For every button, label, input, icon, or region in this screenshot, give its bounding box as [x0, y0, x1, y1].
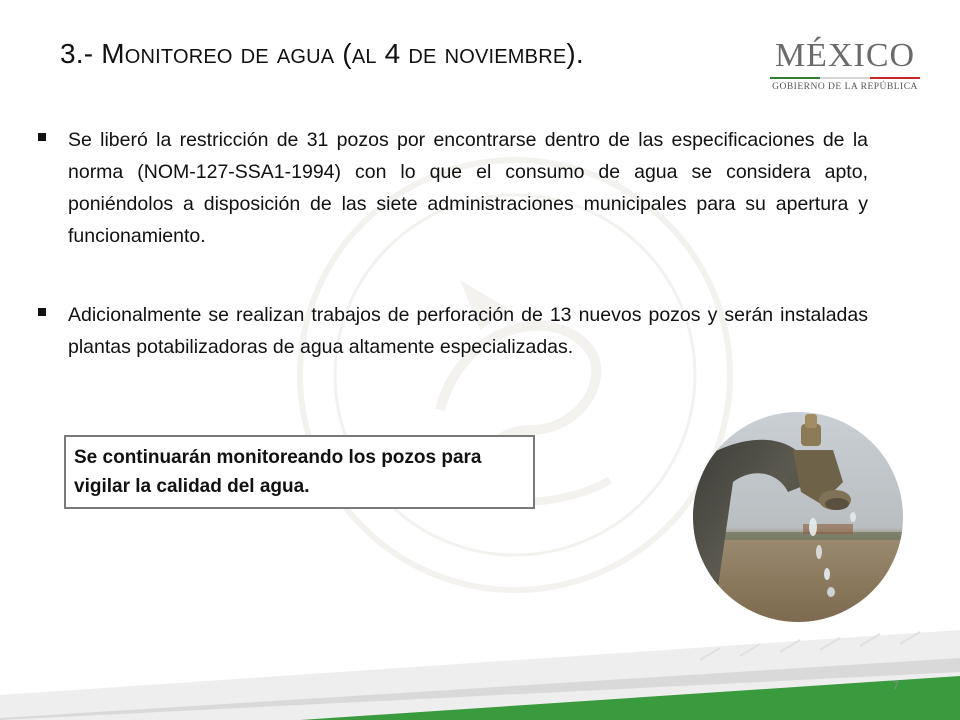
square-bullet-icon [38, 308, 46, 316]
page-number: 7 [893, 680, 900, 692]
slide-title: 3.- Monitoreo de agua (al 4 de noviembre). [60, 38, 584, 69]
logo-subtitle: GOBIERNO DE LA REPÚBLICA [772, 82, 918, 92]
logo-bar-red [870, 77, 920, 79]
bullet-item [38, 299, 868, 363]
bullet-text: Adicionalmente se realizan trabajos de perforación de 13 nuevos pozos y serán instaladas plantas potabilizadoras de agua altamente especializadas. [68, 304, 868, 358]
logo-bar-white [820, 77, 870, 79]
logo-name: MÉXICO [774, 37, 916, 74]
logo-bar-green [770, 77, 820, 79]
green-stripe-footer [0, 600, 960, 720]
mexico-government-logo [760, 36, 930, 96]
callout-box: Se continuarán monitoreando los pozos para vigilar la calidad del agua. [64, 435, 535, 509]
square-bullet-icon [38, 133, 46, 141]
water-tap-photo [693, 412, 903, 622]
bullet-text: Se liberó la restricción de 31 pozos por encontrarse dentro de las especificaciones de la norma (NOM-127-SSA1-1994) con lo que el consumo de agua se considera apto, poniéndolos a disposición de las siete administraciones municipales para su apertura y funcionamiento. [68, 129, 868, 247]
bullet-item [38, 124, 868, 252]
